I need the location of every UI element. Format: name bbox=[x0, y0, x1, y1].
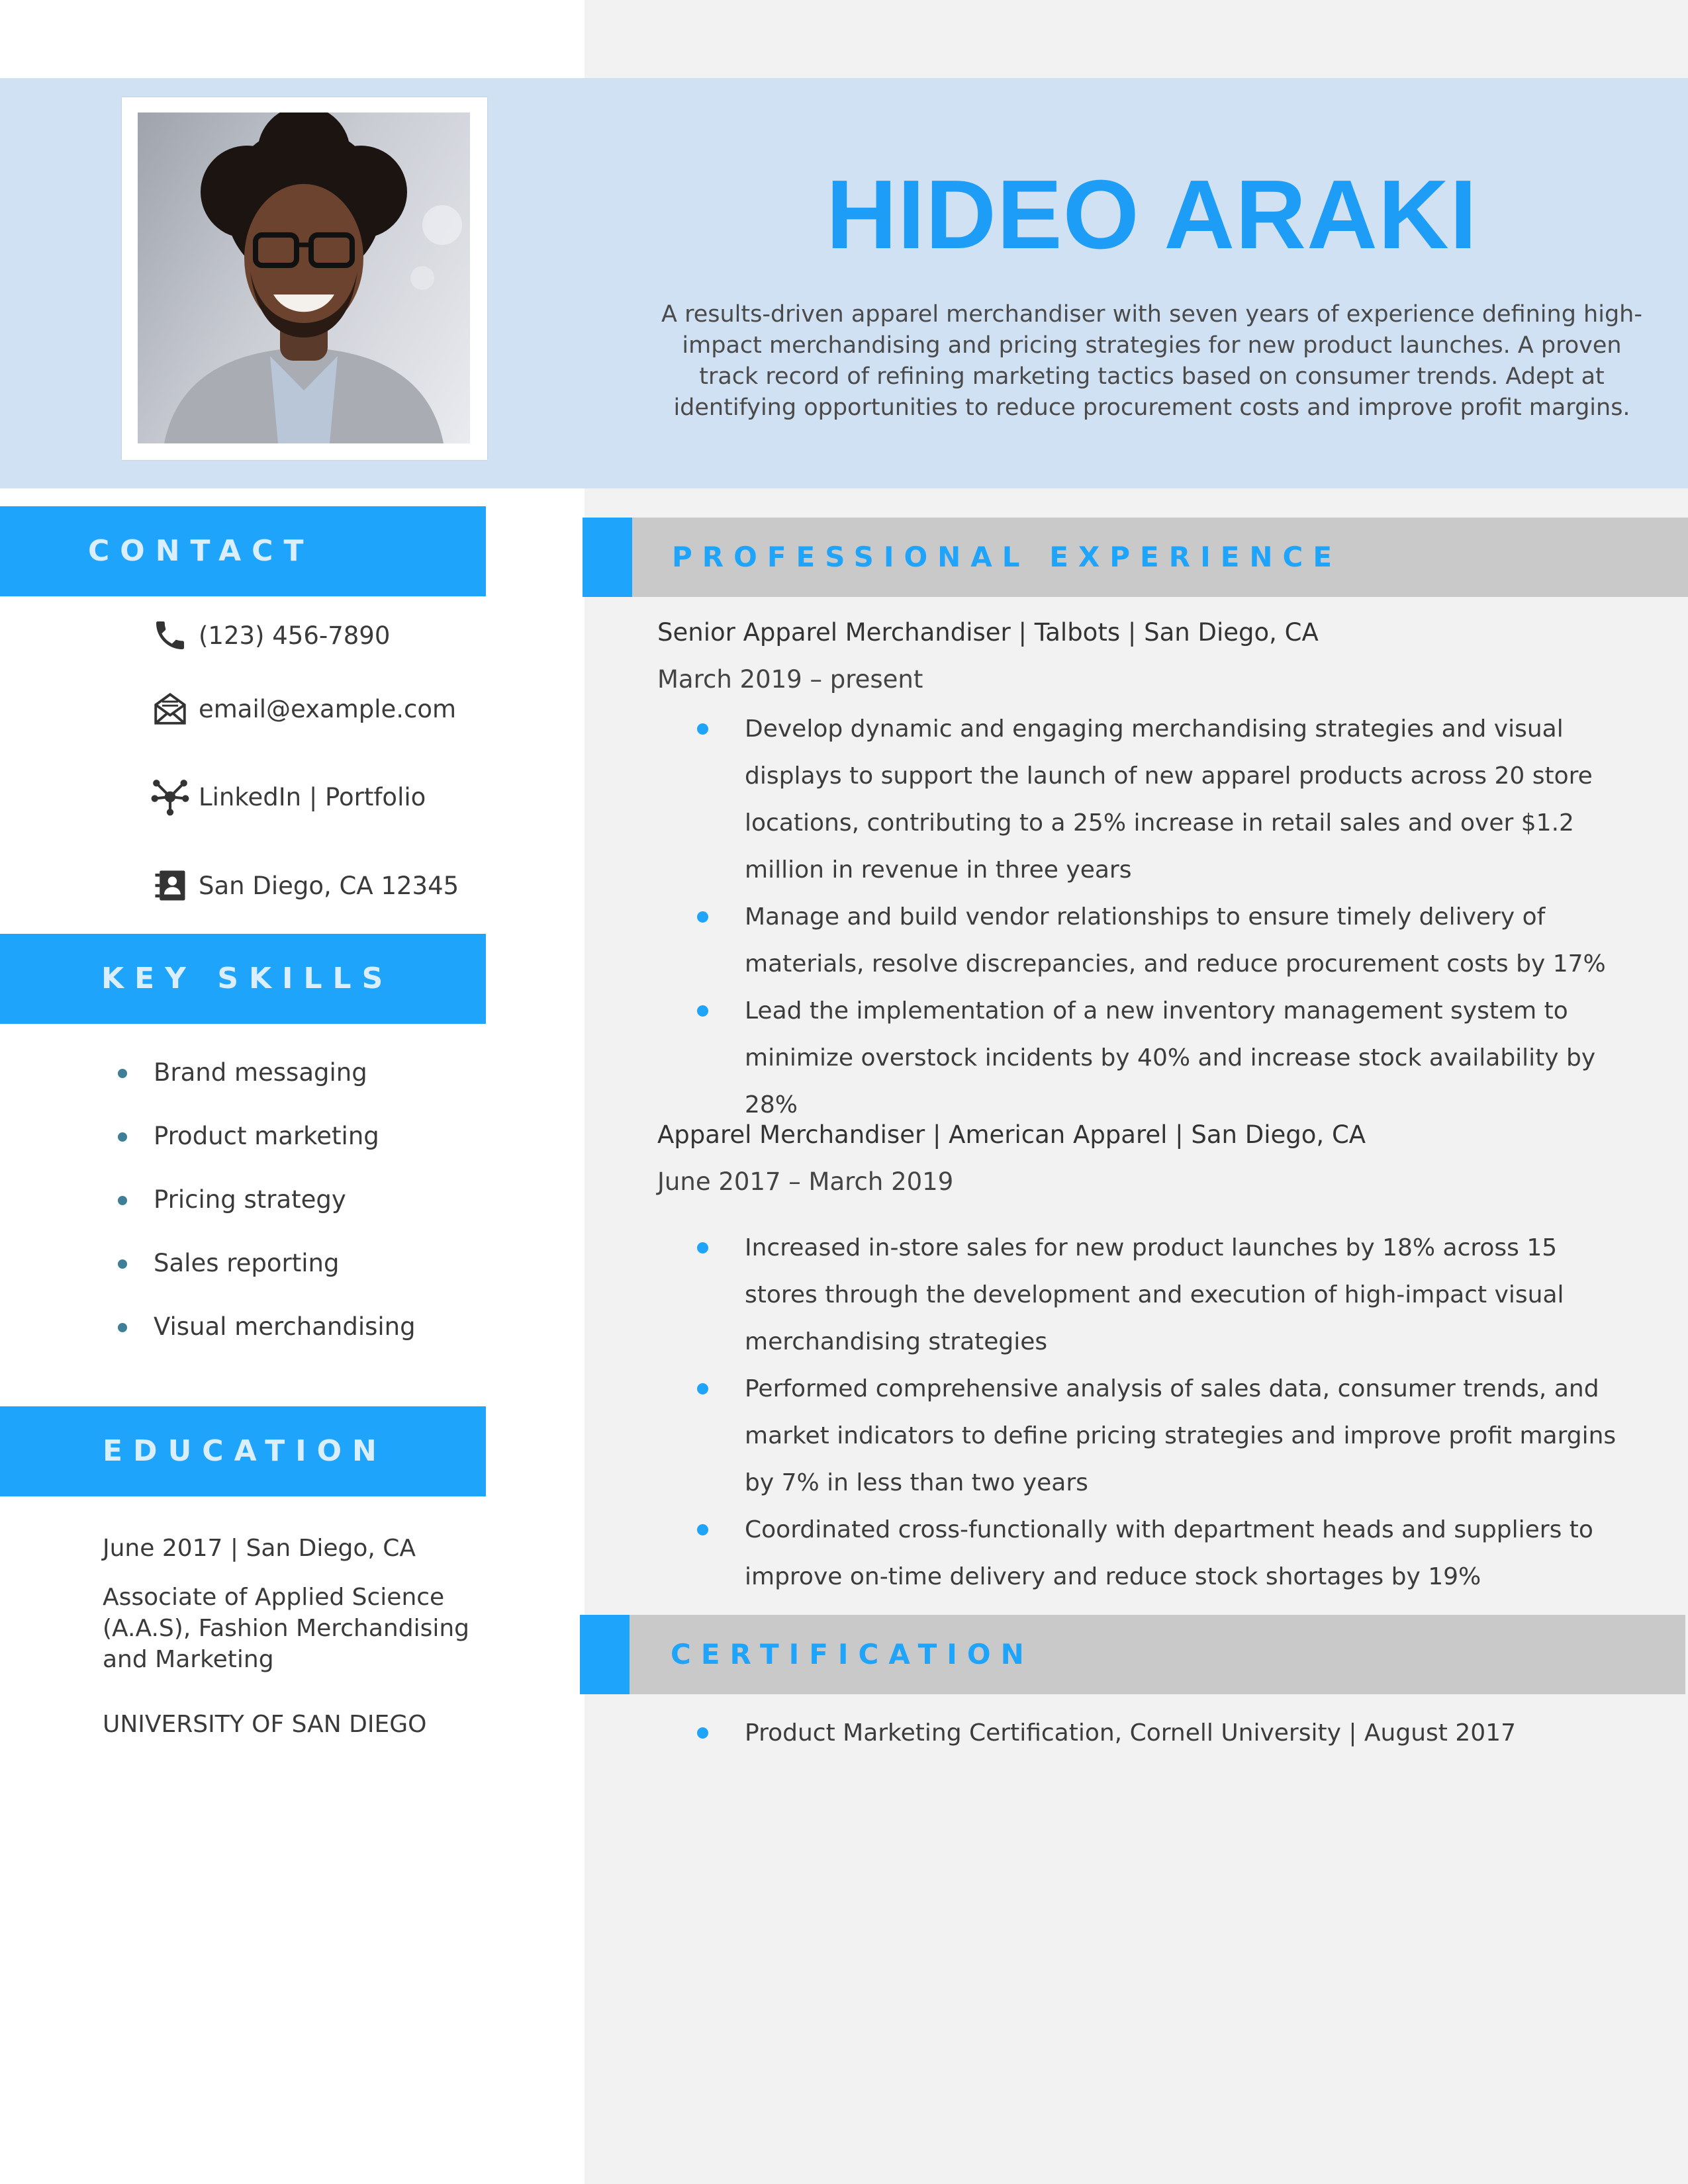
postal-address: San Diego, CA 12345 bbox=[199, 871, 459, 900]
section-accent bbox=[583, 518, 632, 597]
skills-section-heading: KEY SKILLS bbox=[0, 934, 486, 1024]
address-book-icon bbox=[150, 865, 191, 906]
education-date-location: June 2017 | San Diego, CA bbox=[103, 1535, 416, 1562]
candidate-name: HIDEO ARAKI bbox=[826, 160, 1477, 269]
phone-icon bbox=[150, 615, 191, 656]
list-item: Sales reporting bbox=[113, 1242, 416, 1305]
list-item: Increased in-store sales for new product launches by 18% across 15 stores through the development and execution of high-impact visual merchandising strategies bbox=[695, 1224, 1635, 1365]
job-bullets bbox=[695, 705, 1635, 1128]
list-item: Product marketing bbox=[113, 1115, 416, 1178]
job-bullets bbox=[695, 1224, 1635, 1600]
contact-links bbox=[150, 774, 426, 820]
certification-section-bar bbox=[580, 1615, 1685, 1694]
list-item: Performed comprehensive analysis of sales data, consumer trends, and market indicators to define pricing strategies and improve profit margins by 7% in less than two years bbox=[695, 1365, 1635, 1506]
education-degree: Associate of Applied Science (A.A.S), Fashion Merchandising and Marketing bbox=[103, 1584, 470, 1673]
list-item: Visual merchandising bbox=[113, 1305, 416, 1369]
list-item: Manage and build vendor relationships to ensure timely delivery of materials, resolve discrepancies, and reduce procurement costs by 17% bbox=[695, 893, 1635, 987]
education-section-heading: EDUCATION bbox=[0, 1406, 486, 1496]
job-dates: March 2019 – present bbox=[657, 665, 923, 694]
list-item: Brand messaging bbox=[113, 1051, 416, 1115]
job-title: Apparel Merchandiser | American Apparel | San Diego, CA bbox=[657, 1120, 1366, 1149]
network-icon bbox=[150, 776, 191, 817]
skills-list bbox=[113, 1051, 416, 1369]
experience-section-heading: PROFESSIONAL EXPERIENCE bbox=[672, 541, 1342, 573]
list-item: Product Marketing Certification, Cornell University | August 2017 bbox=[695, 1709, 1635, 1756]
email-address: email@example.com bbox=[199, 694, 457, 723]
list-item: Pricing strategy bbox=[113, 1178, 416, 1242]
job-title: Senior Apparel Merchandiser | Talbots | San Diego, CA bbox=[657, 618, 1319, 647]
section-accent bbox=[580, 1615, 630, 1694]
education-school: UNIVERSITY OF SAN DIEGO bbox=[103, 1711, 427, 1738]
contact-phone bbox=[150, 612, 390, 659]
profile-photo bbox=[138, 113, 470, 443]
list-item: Develop dynamic and engaging merchandising strategies and visual displays to support the launch of new apparel products across 20 store locations, contributing to a 25% increase in retail sales and over $1.2 million in revenue in three years bbox=[695, 705, 1635, 893]
certification-list bbox=[695, 1709, 1635, 1756]
contact-section-heading: CONTACT bbox=[0, 506, 486, 596]
job-dates: June 2017 – March 2019 bbox=[657, 1167, 954, 1196]
contact-address bbox=[150, 862, 459, 909]
linkedin-portfolio-link[interactable]: LinkedIn | Portfolio bbox=[199, 782, 426, 811]
contact-email bbox=[150, 686, 456, 732]
experience-section-bar bbox=[583, 518, 1688, 597]
profile-photo-frame bbox=[122, 97, 487, 460]
email-icon bbox=[150, 688, 191, 729]
phone-number: (123) 456-7890 bbox=[199, 621, 391, 650]
certification-section-heading: CERTIFICATION bbox=[671, 1638, 1034, 1670]
list-item: Lead the implementation of a new inventory management system to minimize overstock incidents by 40% and increase stock availability by 28% bbox=[695, 987, 1635, 1128]
professional-summary: A results-driven apparel merchandiser with seven years of experience defining high-impact merchandising and pricing strategies for new product launches. A proven track record of refining marketing tactics based on consumer trends. Adept at identifying opportunities to reduce procurement costs and improve profit margins. bbox=[661, 301, 1642, 421]
list-item: Coordinated cross-functionally with department heads and suppliers to improve on-time delivery and reduce stock shortages by 19% bbox=[695, 1506, 1635, 1600]
